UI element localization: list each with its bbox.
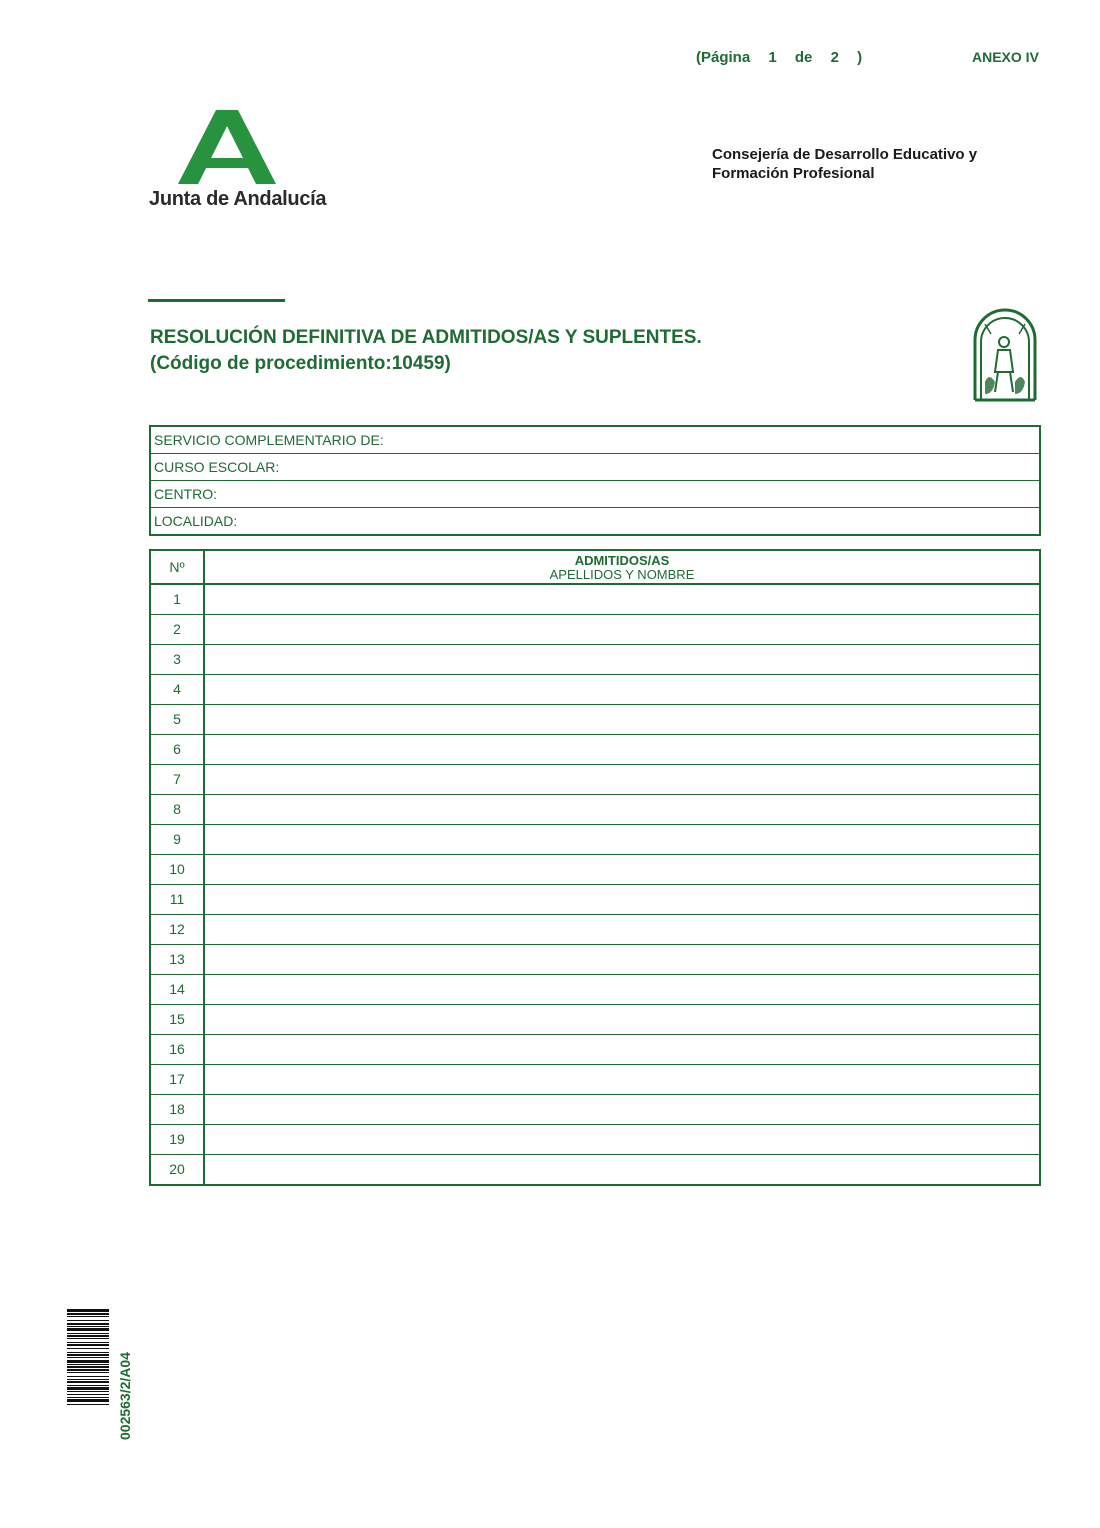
page-current: 1 xyxy=(768,49,777,66)
table-header xyxy=(151,551,1039,585)
row-number: 18 xyxy=(151,1095,205,1124)
annex-label: ANEXO IV xyxy=(972,49,1039,65)
row-name-cell[interactable] xyxy=(205,615,1039,644)
andalucia-coat-of-arms-icon xyxy=(971,306,1039,402)
title-rule xyxy=(148,299,285,302)
row-number: 6 xyxy=(151,735,205,764)
row-name-cell[interactable] xyxy=(205,825,1039,854)
page-label-of: de xyxy=(794,49,813,66)
row-name-cell[interactable] xyxy=(205,705,1039,734)
row-name-cell[interactable] xyxy=(205,915,1039,944)
department-name xyxy=(712,145,977,183)
info-field-locality xyxy=(151,508,1039,534)
table-row xyxy=(151,1155,1039,1184)
table-row xyxy=(151,915,1039,945)
info-box xyxy=(149,425,1041,536)
document-title xyxy=(150,325,702,377)
row-number: 17 xyxy=(151,1065,205,1094)
row-name-cell[interactable] xyxy=(205,795,1039,824)
row-number: 2 xyxy=(151,615,205,644)
title-line-1: RESOLUCIÓN DEFINITIVA DE ADMITIDOS/AS Y SUPLENTES. xyxy=(150,327,702,348)
table-row xyxy=(151,675,1039,705)
row-number: 3 xyxy=(151,645,205,674)
row-name-cell[interactable] xyxy=(205,975,1039,1004)
row-number: 4 xyxy=(151,675,205,704)
table-row xyxy=(151,1095,1039,1125)
row-number: 5 xyxy=(151,705,205,734)
row-name-cell[interactable] xyxy=(205,1125,1039,1154)
page-label-open: (Página xyxy=(696,49,751,66)
row-number: 8 xyxy=(151,795,205,824)
column-header-subtitle: APELLIDOS Y NOMBRE xyxy=(549,567,695,582)
table-row xyxy=(151,945,1039,975)
row-number: 12 xyxy=(151,915,205,944)
row-name-cell[interactable] xyxy=(205,885,1039,914)
page-indicator xyxy=(696,49,862,66)
table-row xyxy=(151,765,1039,795)
column-header-number: Nº xyxy=(151,551,205,583)
row-number: 10 xyxy=(151,855,205,884)
row-name-cell[interactable] xyxy=(205,1065,1039,1094)
info-field-center xyxy=(151,481,1039,508)
table-row xyxy=(151,1125,1039,1155)
title-line-2: (Código de procedimiento:10459) xyxy=(150,353,451,374)
barcode xyxy=(67,1309,109,1475)
page-total: 2 xyxy=(830,49,839,66)
row-number: 9 xyxy=(151,825,205,854)
row-name-cell[interactable] xyxy=(205,765,1039,794)
row-name-cell[interactable] xyxy=(205,675,1039,704)
column-header-title: ADMITIDOS/AS xyxy=(574,553,670,568)
table-row xyxy=(151,1065,1039,1095)
info-field-label: CURSO ESCOLAR: xyxy=(154,459,280,475)
row-name-cell[interactable] xyxy=(205,1155,1039,1184)
column-header-name xyxy=(205,551,1039,583)
table-row xyxy=(151,795,1039,825)
info-field-label: CENTRO: xyxy=(154,486,217,502)
row-number: 7 xyxy=(151,765,205,794)
row-number: 19 xyxy=(151,1125,205,1154)
table-row xyxy=(151,855,1039,885)
barcode-code: 002563/2/A04 xyxy=(117,1352,133,1440)
table-body xyxy=(151,585,1039,1184)
department-line-1: Consejería de Desarrollo Educativo y xyxy=(712,146,978,163)
table-row xyxy=(151,735,1039,765)
row-name-cell[interactable] xyxy=(205,1005,1039,1034)
row-name-cell[interactable] xyxy=(205,1035,1039,1064)
row-number: 16 xyxy=(151,1035,205,1064)
info-field-label: SERVICIO COMPLEMENTARIO DE: xyxy=(154,432,384,448)
row-name-cell[interactable] xyxy=(205,855,1039,884)
row-number: 20 xyxy=(151,1155,205,1184)
row-name-cell[interactable] xyxy=(205,585,1039,614)
info-field-service xyxy=(151,427,1039,454)
logo-text: Junta de Andalucía xyxy=(149,188,327,210)
row-name-cell[interactable] xyxy=(205,645,1039,674)
row-name-cell[interactable] xyxy=(205,1095,1039,1124)
page-label-close: ) xyxy=(857,49,863,66)
table-row xyxy=(151,645,1039,675)
row-name-cell[interactable] xyxy=(205,735,1039,764)
row-number: 13 xyxy=(151,945,205,974)
row-number: 14 xyxy=(151,975,205,1004)
table-row xyxy=(151,615,1039,645)
row-number: 15 xyxy=(151,1005,205,1034)
admitted-table xyxy=(149,549,1041,1186)
row-number: 1 xyxy=(151,585,205,614)
row-name-cell[interactable] xyxy=(205,945,1039,974)
info-field-school-year xyxy=(151,454,1039,481)
table-row xyxy=(151,885,1039,915)
table-row xyxy=(151,705,1039,735)
table-row xyxy=(151,1035,1039,1065)
junta-andalucia-logo xyxy=(148,106,338,186)
table-row xyxy=(151,1005,1039,1035)
table-row xyxy=(151,825,1039,855)
department-line-2: Formación Profesional xyxy=(712,165,875,182)
info-field-label: LOCALIDAD: xyxy=(154,513,238,529)
table-row xyxy=(151,975,1039,1005)
row-number: 11 xyxy=(151,885,205,914)
table-row xyxy=(151,585,1039,615)
